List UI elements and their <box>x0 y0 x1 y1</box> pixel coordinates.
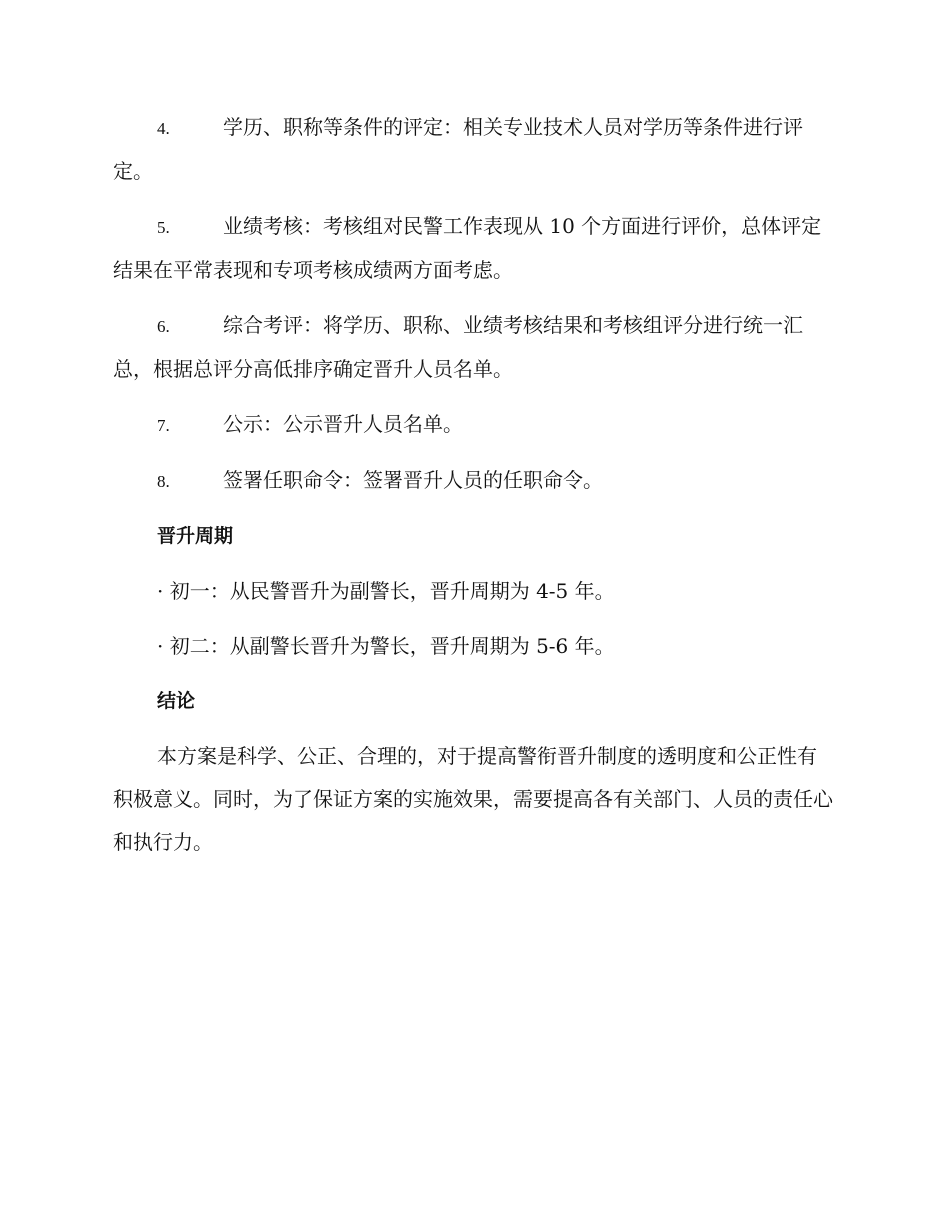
list-item-text: 综合考评：将学历、职称、业绩考核结果和考核组评分进行统一汇总，根据总评分高低排序确定晋升人员名单。 <box>113 313 803 381</box>
list-item-text: 公示：公示晋升人员名单。 <box>223 412 463 436</box>
document-body <box>113 106 835 864</box>
list-item-text: 签署任职命令：签署晋升人员的任职命令。 <box>223 468 603 492</box>
section-heading-conclusion: 结论 <box>157 690 196 712</box>
list-item-number: 4. <box>157 119 170 138</box>
list-item-number: 5. <box>157 218 170 237</box>
list-item-text: 学历、职称等条件的评定：相关专业技术人员对学历等条件进行评定。 <box>113 115 803 183</box>
list-item <box>113 304 835 391</box>
bullet-item: · 初二：从副警长晋升为警长，晋升周期为 5-6 年。 <box>157 634 615 658</box>
list-item <box>113 403 835 447</box>
list-item-number: 7. <box>157 416 170 435</box>
list-item-text: 业绩考核：考核组对民警工作表现从 10 个方面进行评价，总体评定结果在平常表现和专项考核成绩两方面考虑。 <box>113 214 822 282</box>
section-heading-promotion-cycle: 晋升周期 <box>157 525 234 547</box>
list-item-number: 8. <box>157 472 170 491</box>
bullet-item: · 初一：从民警晋升为副警长，晋升周期为 4-5 年。 <box>157 579 615 603</box>
conclusion-paragraph: 本方案是科学、公正、合理的，对于提高警衔晋升制度的透明度和公正性有积极意义。同时，为了保证方案的实施效果，需要提高各有关部门、人员的责任心和执行力。 <box>113 744 833 854</box>
list-item <box>113 106 835 193</box>
list-item <box>113 205 835 292</box>
list-item-number: 6. <box>157 317 170 336</box>
list-item <box>113 459 835 503</box>
